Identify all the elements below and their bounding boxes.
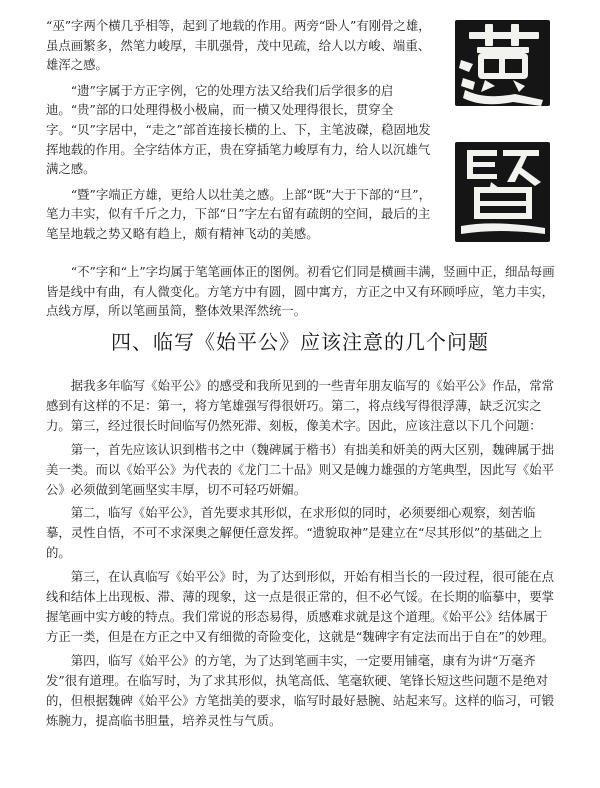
body-paragraph: 第三，在认真临写《始平公》时，为了达到形似，开始有相当长的一段过程，很可能在点线和结体上出现板、滞、薄的现象，这一点是很正常的，但不必气馁。在长期的临摹中，要掌握笔画中实方峻的特点。我们常说的形态易得，质感难求就是这个道理。《始平公》结体属于方正一类，但是在方正之中又有细微的奇险变化，这就是“魏碑字有定法而出于自在”的妙理。 [46,569,555,644]
paragraph-bu-shang: “不”字和“上”字均属于笔笔画体正的图例。初看它们同是横画丰满，竖画中正，细品每画皆是线中有曲，有人微变化。方笔方中有圆，圆中寓方，方正之中又有环顾呼应，笔力丰实，点线方厚，所以笔画虽简，整体效果浑然统一。 [46,264,555,319]
body-text-block [46,376,556,734]
paragraph-ji: “暨”字端正方雄，更给人以壮美之感。上部“既”大于下部的“旦”，笔力丰实，似有千斤之力，下部“日”字左右留有疏朗的空间，最后的主笔呈地载之势又略有趋上，颇有精神飞动的美感。 [46,186,431,241]
rubbing-image-ji [455,142,550,242]
body-paragraph: 第二，临写《始平公》，首先要求其形似，在求形似的同时，必须要细心观察，刻苦临摹，灵性自悟，不可不求深奥之解便任意发挥。“遗貌取神”是建立在“尽其形似”的基础之上的。 [46,505,543,561]
body-paragraph: 第一，首先应该认识到楷书之中（魏碑属于楷书）有拙美和妍美的两大区别，魏碑属于拙美一类。而以《始平公》为代表的《龙门二十品》则又是魄力雄强的方笔典型，因此写《始平公》必须做到笔画坚实丰厚，切不可轻巧妍媚。 [46,441,555,497]
body-paragraph: 据我多年临写《始平公》的感受和我所见到的一些青年朋友临写的《始平公》作品，常常感到有这样的不足：第一，将方笔雄强写得很妍巧。第二，将点线写得很浮薄，缺乏沉实之力。第三，经过很长时间临写仍然死滞、刻板，像美术字。因此，应该注意以下几个问题： [46,378,555,433]
rubbing-character-yi [455,20,550,106]
rubbing-image-yi [455,20,550,106]
paragraph-yi: “遗”字属于方正字例，它的处理方法又给我们后学很多的启迪。“贵”部的口处理得极小极扁，而一横又处理得很长，贯穿全字。“贝”字居中，“走之”部首连接长横的上、下，主笔波磔，稳固地发挥地载的作用。全字结体方正，贵在穿插笔力峻厚有力，给人以沉雄气满之感。 [46,82,431,177]
rubbing-character-ji [455,142,550,242]
body-paragraph: 第四，临写《始平公》的方笔，为了达到笔画丰实，一定要用铺毫，康有为讲“万毫齐发”很有道理。在临写时，为了求其形似，执笔高低、笔毫软硬、笔锋长短这些问题不是绝对的，但根据魏碑《始平公》方笔拙美的要求，临写时最好悬腕、站起来写。这样的临习，可锻炼腕力，提高临书胆量，培养灵性与气质。 [46,652,555,728]
section-heading: 四、临写《始平公》应该注意的几个问题 [111,330,489,354]
paragraph-wu: “巫”字两个横几乎相等，起到了地载的作用。两旁“卧人”有刚骨之雄，虽点画繁多，然笔力峻厚，丰肌强骨，茂中见疏，给人以方峻、端重、雄浑之感。 [46,18,431,73]
wide-text-block [46,262,556,321]
top-text-block [46,16,441,244]
